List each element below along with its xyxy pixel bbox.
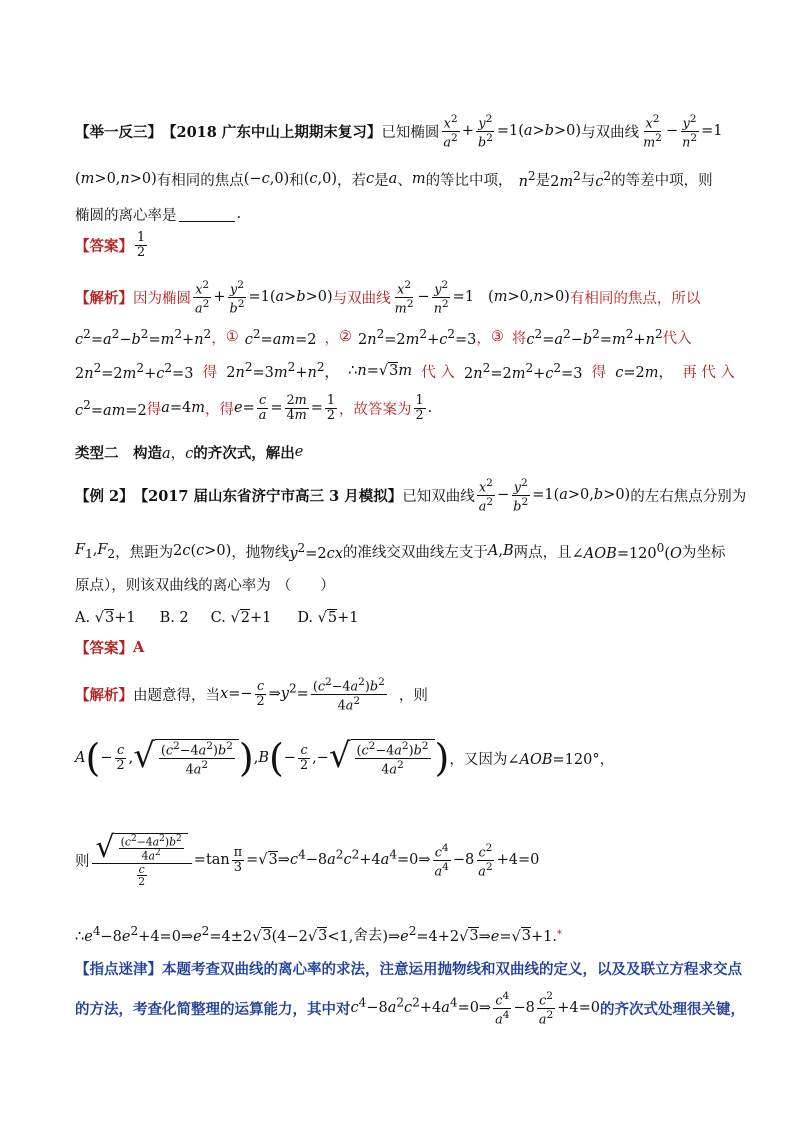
solution-2-line-1: 【解析】 由题意得，当 x=− $\frac{c}{2}$ $\Rightarrow y^2=$ $\frac{(c^2-4a^2)b^2}{4a^2}$ ，则: [75, 674, 428, 713]
answer-denominator: 2: [137, 244, 146, 260]
solution-text: 与双曲线: [332, 290, 391, 307]
solution-1-line-2: $c^2=a^2-b^2=m^2+n^2$ ， ① $c^2=am=2$ ， ② $2n^2=2m^2+c^2=3$ ， ③ 将 $c^2=a^2-b^2=m^2+n^2$ 代入: [75, 326, 692, 348]
example-text: 的左右焦点分别为: [630, 488, 747, 505]
answer-blank: [179, 207, 235, 222]
problem-text: 的等比中项，: [425, 172, 513, 189]
solution-label: 【解析】: [75, 686, 133, 704]
solution-text: 得: [146, 401, 162, 418]
example-2-line-1: 【例 2】 【2017 届山东省济宁市高三 3 月模拟】 已知双曲线 $\frac{x^2}{a^2}$ − $\frac{y^2}{b^2}$ =1(a>0,b>0) 的左右焦点分别为: [75, 475, 747, 514]
option-label: A.: [75, 610, 91, 626]
circled-number: ③: [490, 329, 504, 345]
solution-text: 代 入: [421, 364, 455, 381]
tip-text: 的方法，考查化简整理的运算能力，其中对: [75, 1000, 351, 1018]
example-text: 为坐标: [681, 544, 726, 561]
example-text: 已知双曲线: [402, 488, 475, 505]
solution-text: 得: [591, 364, 607, 381]
tip-line-2: 的方法，考查化简整理的运算能力，其中对 $c^4-8a^2c^2+4a^4=0\Rightarrow$ $\frac{c^4}{a^4}$ −8 $\frac{c^2}{a^2}$ +4=0 的齐次式处理很关键，: [75, 988, 745, 1027]
circled-number: ①: [225, 329, 239, 345]
option-label: D.: [297, 610, 314, 626]
example-text: ，抛物线: [231, 544, 290, 561]
solution-2-result: $\therefore e^4-8e^2+4=0\Rightarrow e^2=4\pm 2√3(4-2√3<1$, 舍去 )$\Rightarrow e^2=4+2√3\Rightarrow e=√3+1$. *: [75, 923, 562, 945]
ellipse-equation: $\frac{x^2}{a^2}$ + $\frac{y^2}{b^2}$ =1(a>b>0): [443, 111, 582, 150]
tip-text: 的齐次式处理很关键，: [599, 1000, 745, 1018]
problem-text: ，若: [337, 172, 367, 189]
asterisk-mark: *: [557, 928, 562, 940]
solution-text: 代入: [662, 330, 692, 347]
problem-text: 和: [289, 172, 304, 189]
problem-text: 、: [397, 172, 412, 189]
answer-1: [75, 228, 735, 262]
option-d[interactable]: D. √5+1: [297, 610, 359, 626]
problem-line-2: (m>0,n>0) 有相同的焦点 (−c,0) 和 (c,0) ，若 c 是 a 、 m 的等比中项， $n^2$ 是 $2m^2$ 与 $c^2$ 的等差中项，则: [75, 168, 713, 190]
problem-text: 是: [535, 172, 551, 189]
solution-text: 将: [511, 330, 527, 347]
solution-text: 则: [75, 853, 90, 870]
heading-text: 类型二 构造: [75, 444, 162, 462]
solution-text: ，得: [205, 401, 235, 418]
solution-2-points: A ( − $\frac{c}{2}$ , √ $\frac{(c^2-4a^2)b^2}{4a^2}$ ) , B ( − $\frac{c}{2}$ ,− √ $\frac{(c^2-4a^2)b^2}{4a^2}$ ) ，又因为 ∠AOB=120°，: [75, 736, 615, 780]
answer-label: 【答案】: [75, 639, 133, 657]
option-a[interactable]: A. √3+1: [75, 610, 136, 626]
heading-text: 的齐次式，解出: [193, 444, 295, 462]
circled-number: ②: [338, 329, 352, 345]
solution-2-tan: 则 √ $\frac{(c^2-4a^2)b^2}{4a^2}$ $\frac{c}{2}$ =tan $\frac{\pi}{3}$ $=√3\Rightarrow c^4-8a^2c^2+4a^4=0\Rightarrow$ $\frac{c^4}{a^4}$ −8 $\frac{c^2}{a^2}$ +4=0: [75, 829, 540, 888]
problem-text: 已知椭圆: [381, 124, 440, 141]
tip-text: 本题考查双曲线的离心率的求法，注意运用抛物线和双曲线的定义，以及及联立方程求交点: [162, 960, 742, 978]
tip-label: 【指点迷津】: [75, 960, 162, 978]
answer-numerator: 1: [137, 230, 146, 246]
solution-text: 有相同的焦点，所以: [569, 290, 701, 307]
type-two-heading: 类型二 构造 a，c 的齐次式，解出 e: [75, 442, 735, 462]
example-2-line-2: $F_1,F_2$ ，焦距为 2c(c>0) ，抛物线 $y^2=2cx$ 的准线交双曲线左支于 A,B 两点，且 $\angle AOB=120^0(O$ 为坐标: [75, 540, 726, 562]
problem-source: 【2018 广东中山上期期末复习】: [162, 123, 382, 141]
solution-text: 因为椭圆: [133, 290, 191, 307]
solution-1-line-4: $c^2=am=2$ 得 a=4m ，得 e= $\frac{c}{a}$ = $\frac{2m}{4m}$ = $\frac{1}{2}$ ，故答案为 $\frac{1}{2}$ .: [75, 393, 433, 423]
answer-2: [75, 636, 735, 658]
problem-text: 有相同的焦点: [156, 172, 244, 189]
solution-1-line-1: 【解析】 因为椭圆 $\frac{x^2}{a^2}$ + $\frac{y^2}{b^2}$ =1(a>b>0) 与双曲线 $\frac{x^2}{m^2}$ − $\frac{y^2}{n^2}$ =1 (m>0,n>0) 有相同的焦点，所以: [75, 277, 701, 316]
problem-line-3: 椭圆的离心率是 .: [75, 203, 735, 225]
solution-label: 【解析】: [75, 289, 133, 307]
option-c[interactable]: C. √2+1: [210, 610, 272, 626]
example-text: 原点），则该双曲线的离心率为: [75, 577, 271, 594]
answer-value: A: [133, 638, 145, 656]
example-tag: 【例 2】: [75, 487, 134, 505]
problem-text: 与: [580, 172, 596, 189]
solution-text: 得: [202, 364, 218, 381]
solution-text: ，又因为: [449, 751, 508, 768]
example-2-line-3: [75, 573, 735, 595]
option-label: C.: [210, 610, 226, 626]
example-text: ，焦距为: [115, 544, 174, 561]
problem-text: 与双曲线: [581, 124, 640, 141]
problem-text: 是: [374, 172, 389, 189]
answer-label: 【答案】: [75, 237, 133, 255]
problem-text: 椭圆的离心率是: [75, 207, 177, 224]
solution-text: 舍去: [353, 927, 383, 944]
answer-value: [135, 231, 147, 259]
option-label: B.: [159, 610, 175, 626]
example-text: 两点，且: [513, 544, 572, 561]
solution-text: 由题意得，当: [133, 687, 220, 704]
example-text: （ ）: [276, 577, 335, 594]
solution-text: ，则: [398, 687, 428, 704]
hyperbola-equation: $\frac{x^2}{m^2}$ − $\frac{y^2}{n^2}$ =1: [643, 111, 723, 150]
options-line: [75, 607, 735, 629]
solution-text: ，故答案为: [339, 401, 412, 418]
problem-line-1: [75, 111, 735, 150]
problem-text: 的等差中项，则: [611, 172, 713, 189]
tip-line-1: [75, 957, 742, 979]
example-text: 的准线交双曲线左支于: [342, 544, 488, 561]
example-source: 【2017 届山东省济宁市高三 3 月模拟】: [133, 487, 403, 505]
problem-tag: 【举一反三】: [75, 123, 162, 141]
solution-text: 再 代 入: [682, 364, 735, 381]
solution-1-line-3: $2n^2=2m^2+c^2=3$ 得 $2n^2=3m^2+n^2$， ∴n=√3m 代 入 $2n^2=2m^2+c^2=3$ 得 c=2m， 再 代 入: [75, 360, 735, 382]
option-b[interactable]: B. 2: [159, 610, 189, 626]
